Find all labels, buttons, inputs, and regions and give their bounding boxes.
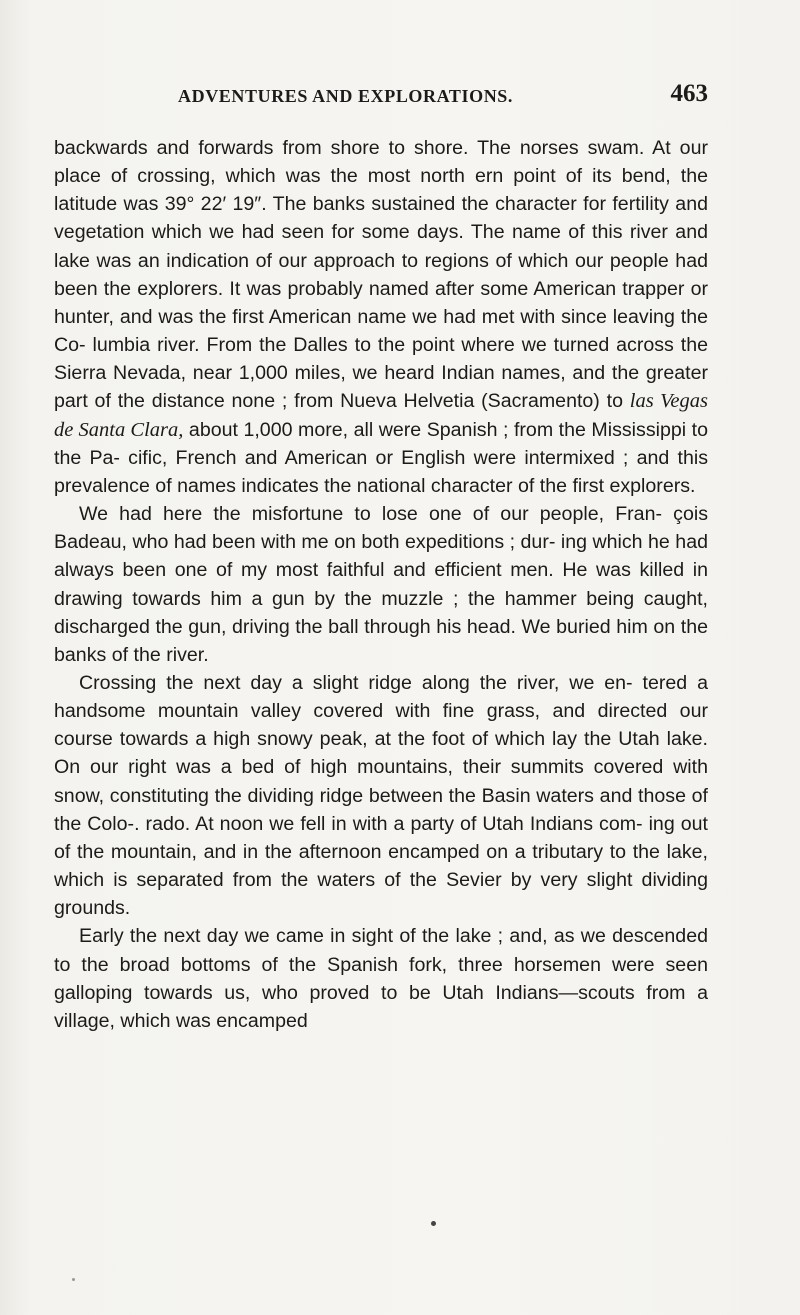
italic-place-name: las Vegas de Santa Clara, bbox=[54, 390, 708, 441]
paragraph-text: Crossing the next day a slight ridge along the river, we en- tered a handsome mountain valley covered with fine grass, and directed our course towards a high snowy peak, at the foot of which lay the Utah lake. On our right was a bed of high mountains, their summits covered with snow, constituting the dividing ridge between the Basin waters and those of the Colo-. rado. At noon we fell in with a party of Utah Indians com- ing out of the mountain, and in the afternoon encamped on a tributary to the lake, which is separated from the waters of the Sevier by very slight dividing grounds. bbox=[54, 671, 708, 920]
paragraph-2 bbox=[54, 500, 708, 669]
paragraph-text: Early the next day we came in sight of the lake ; and, as we descended to the broad bottoms of the Spanish fork, three horsemen were seen galloping towards us, who proved to be Utah Indians—scouts from a village, which was encamped bbox=[54, 925, 708, 1032]
running-head: ADVENTURES AND EXPLORATIONS. bbox=[178, 86, 514, 106]
ink-speck bbox=[72, 1278, 75, 1281]
paragraph-4 bbox=[54, 922, 708, 1035]
paragraph-1 bbox=[54, 134, 708, 500]
paragraph-text: backwards and forwards from shore to shore. The norses swam. At our place of crossing, which was the most north ern point of its bend, the latitude was 39° 22′ 19″. The banks sustained the character for fertility and vegetation which we had seen for some days. The name of this river and lake was an indication of our approach to regions of which our people had been the explorers. It was probably named after some American trapper or hunter, and was the first American name we had met with since leaving the Co- lumbia river. From the Dalles to the point where we turned across the Sierra Nevada, near 1,000 miles, we heard Indian names, and the greater part of the distance none ; from Nueva Helvetia (Sacramento) to bbox=[54, 137, 708, 413]
ink-speck bbox=[431, 1221, 436, 1226]
body-text bbox=[54, 134, 708, 1035]
paragraph-3 bbox=[54, 669, 708, 922]
paragraph-text: about 1,000 more, all were Spanish ; from the Mississippi to the Pa- cific, French and American or English were intermixed ; and this prevalence of names indicates the national character of the first explorers. bbox=[54, 418, 708, 497]
page-header bbox=[178, 80, 708, 116]
page-number: 463 bbox=[670, 80, 708, 107]
paragraph-text: We had here the misfortune to lose one of our people, Fran- çois Badeau, who had been with me on both expeditions ; dur- ing which he had always been one of my most faithful and efficient men. He was killed in drawing towards him a gun by the muzzle ; the hammer being caught, discharged the gun, driving the ball through his head. We buried him on the banks of the river. bbox=[54, 503, 708, 666]
